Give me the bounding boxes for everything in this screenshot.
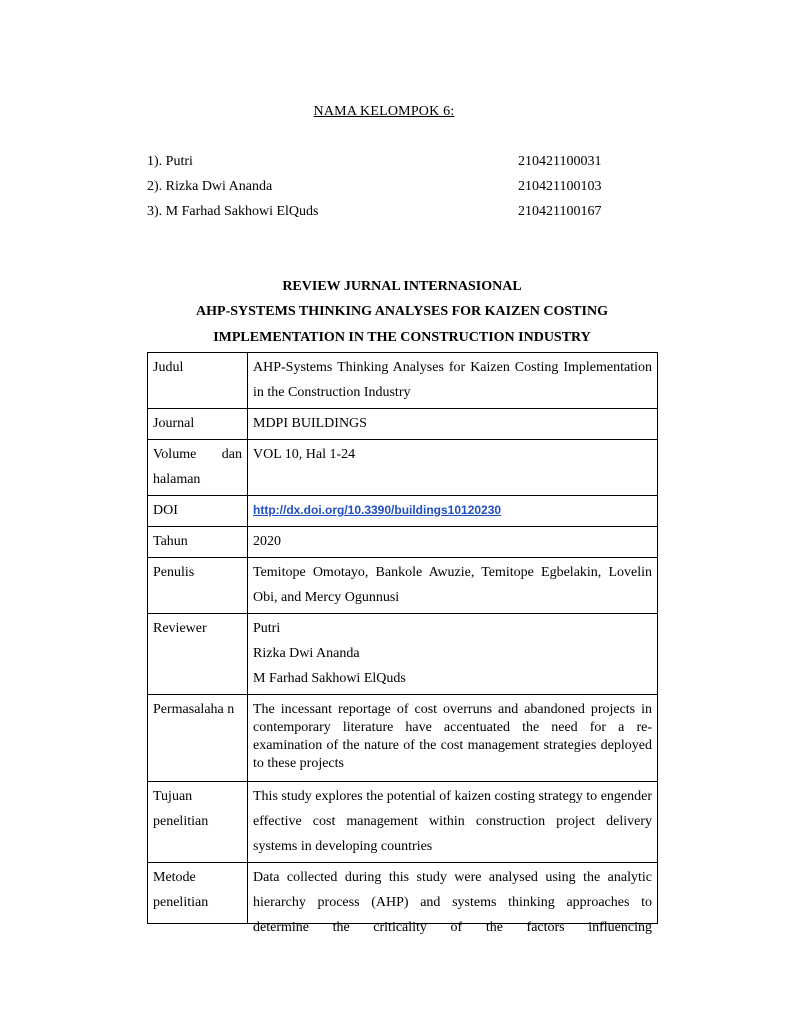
table-row	[148, 409, 658, 440]
review-table	[147, 352, 658, 935]
row-value-journal: MDPI BUILDINGS	[248, 409, 658, 440]
reviewer-name: M Farhad Sakhowi ElQuds	[253, 671, 406, 686]
member-nim: 210421100031	[518, 154, 602, 169]
row-value-metode	[248, 863, 658, 935]
row-value-volume: VOL 10, Hal 1-24	[248, 440, 658, 496]
row-label: Judul	[148, 353, 248, 409]
table-row	[148, 440, 658, 496]
row-label: Tujuan penelitian	[148, 782, 248, 863]
member-name: 2). Rizka Dwi Ananda	[147, 179, 273, 194]
row-label: Tahun	[148, 527, 248, 558]
row-label: Reviewer	[148, 614, 248, 695]
row-label: Metode penelitian	[148, 863, 248, 924]
table-row	[148, 695, 658, 782]
member-row	[147, 204, 617, 224]
member-nim: 210421100103	[518, 179, 602, 194]
row-value-permasalahan: The incessant reportage of cost overruns and abandoned projects in contemporary literature have accentuated the need for a re-examination of the nature of the cost management strategies deployed to these projects	[248, 695, 658, 782]
member-name: 1). Putri	[147, 154, 193, 169]
doi-link[interactable]: http://dx.doi.org/10.3390/buildings10120230	[253, 503, 502, 517]
table-row	[148, 527, 658, 558]
row-label: Journal	[148, 409, 248, 440]
member-row	[147, 154, 617, 174]
review-heading: REVIEW JURNAL INTERNASIONAL	[282, 279, 522, 294]
member-row	[147, 179, 617, 199]
row-label: Permasalaha n	[148, 695, 248, 782]
member-nim: 210421100167	[518, 204, 602, 219]
journal-title-line-1: AHP-SYSTEMS THINKING ANALYSES FOR KAIZEN COSTING	[196, 304, 608, 319]
reviewer-name: Rizka Dwi Ananda	[253, 646, 360, 661]
table-row	[148, 353, 658, 409]
group-title	[0, 104, 768, 120]
group-title-text: NAMA KELOMPOK 6:	[313, 104, 455, 119]
table-row	[148, 558, 658, 614]
member-name: 3). M Farhad Sakhowi ElQuds	[147, 204, 319, 219]
row-label: DOI	[148, 496, 248, 527]
row-value-doi	[248, 496, 658, 527]
table-row	[148, 782, 658, 863]
reviewer-name: Putri	[253, 621, 281, 636]
row-value-reviewer	[248, 614, 658, 695]
row-value-tahun: 2020	[248, 527, 658, 558]
row-label: Penulis	[148, 558, 248, 614]
metode-text: Data collected during this study were analysed using the analytic hierarchy process (AHP) and systems thinking approaches to determine the criticality of the factors influencing	[253, 870, 652, 935]
row-value-tujuan: This study explores the potential of kaizen costing strategy to engender effective cost management within construction project delivery systems in developing countries	[248, 782, 658, 863]
row-label: Volume dan halaman	[148, 440, 248, 496]
row-value-penulis: Temitope Omotayo, Bankole Awuzie, Temitope Egbelakin, Lovelin Obi, and Mercy Ogunnusi	[248, 558, 658, 614]
table-row	[148, 496, 658, 527]
table-row	[148, 863, 658, 924]
table-row	[148, 614, 658, 695]
journal-title-line-2: IMPLEMENTATION IN THE CONSTRUCTION INDUSTRY	[213, 330, 591, 345]
row-value-judul: AHP-Systems Thinking Analyses for Kaizen Costing Implementation in the Construction Industry	[248, 353, 658, 409]
